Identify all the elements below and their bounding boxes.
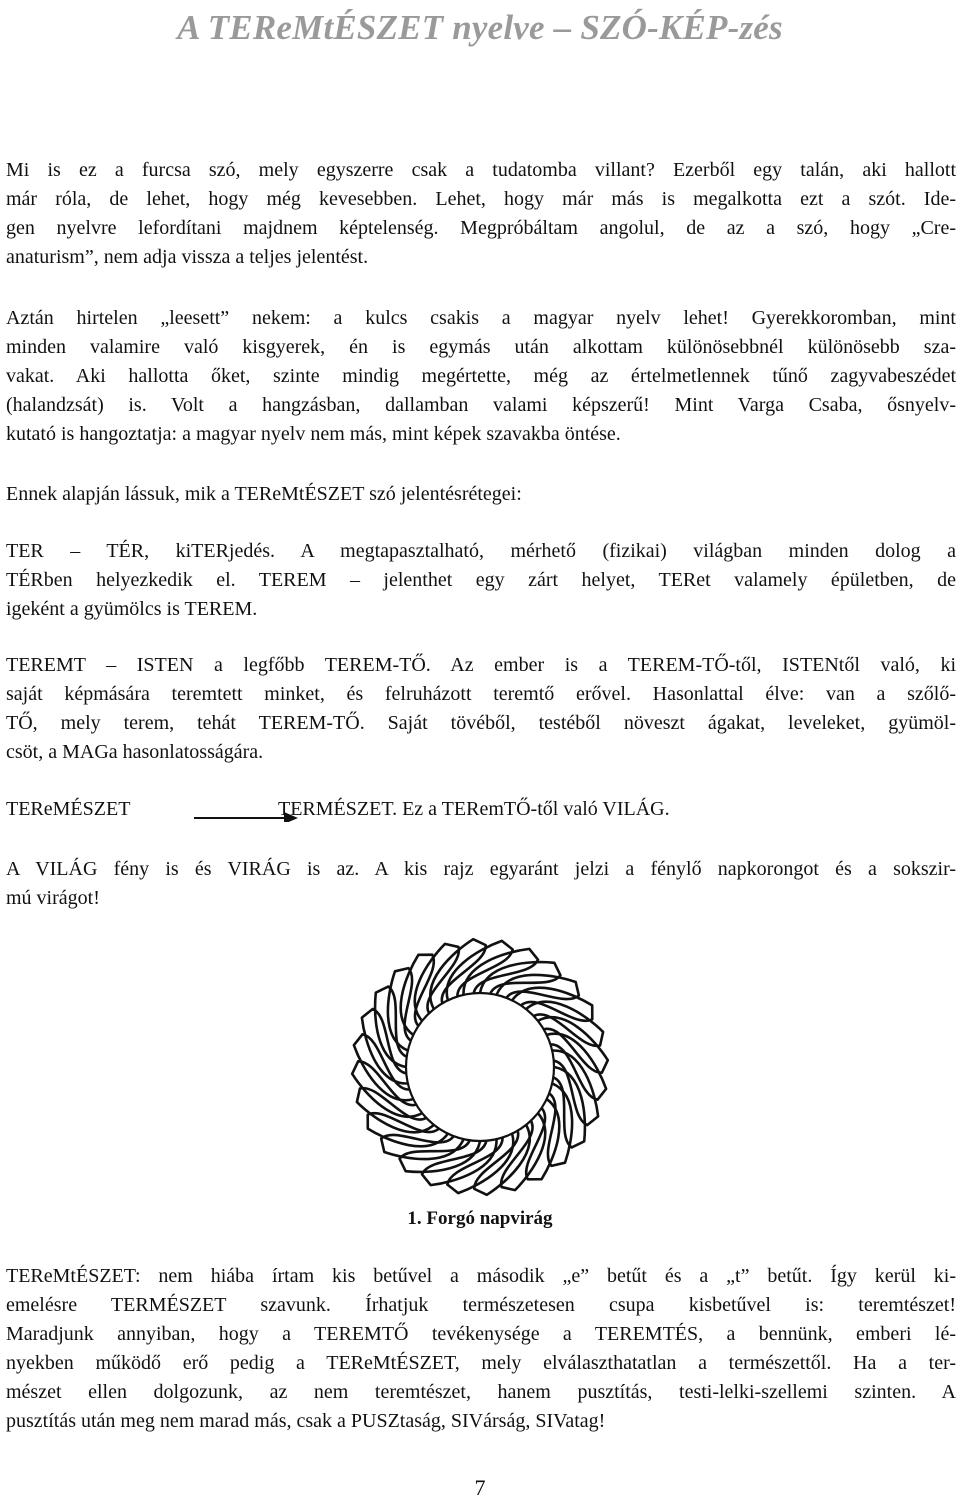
text-line: pusztítás után meg nem marad más, csak a PUSZtaság, SIVárság, SIVatag! [6, 1410, 606, 1432]
text-line: (halandzsát) is. Volt a hangzásban, dallamban valami képszerű! Mint Varga Csaba, ősnyelv- [6, 394, 956, 416]
text-line: Maradjunk annyiban, hogy a TEREMTŐ tevékenysége a TEREMTÉS, a bennünk, emberi lé- [6, 1323, 956, 1345]
text-line: vakat. Aki hallotta őket, szinte mindig megértette, még az értelmetlennek tűnő zagyvabeszédet [6, 365, 956, 387]
text-line: TER – TÉR, kiTERjedés. A megtapasztalható, mérhető (fizikai) világban minden dolog a [6, 540, 956, 562]
text-line: nyekben működő erő pedig a TEReMtÉSZET, mely elválaszthatatlan a természettől. Ha a ter- [6, 1352, 956, 1374]
arrow-line-left: TEReMÉSZET [6, 798, 131, 820]
paragraph-4 [6, 537, 956, 624]
text-line: emelésre TERMÉSZET szavunk. Írhatjuk természetesen csupa kisbetűvel is: teremtészet! [6, 1294, 956, 1316]
arrow-line-right: TERMÉSZET. Ez a TERemTŐ-től való VILÁG. [278, 798, 670, 820]
arrow-line [6, 798, 956, 828]
text-line: TŐ, mely terem, tehát TEREM-TŐ. Saját tövéből, testéből növeszt ágakat, leveleket, gyümöl- [6, 712, 956, 734]
text-line: kutató is hangoztatja: a magyar nyelv nem más, mint képek szavakba öntése. [6, 423, 621, 445]
paragraph-6 [6, 855, 956, 913]
text-line: saját képmására teremtett minket, és felruházott teremtő erővel. Hasonlattal élve: van a szőlő- [6, 683, 956, 705]
paragraph-2 [6, 304, 956, 449]
paragraph-1 [6, 156, 956, 272]
text-line: TEReMtÉSZET: nem hiába írtam kis betűvel a második „e” betűt és a „t” betűt. Így kerül ki- [6, 1265, 956, 1287]
paragraph-5 [6, 651, 956, 767]
text-line: gen nyelvre lefordítani majdnem képtelenség. Megpróbáltam angolul, de az a szó, hogy „Cre- [6, 217, 956, 239]
text-line: csöt, a MAGa hasonlatosságára. [6, 741, 264, 763]
paragraph-3 [6, 480, 956, 509]
figure-caption: 1. Forgó napvirág [407, 1208, 553, 1229]
paragraph-7 [6, 1262, 956, 1436]
text-line: Aztán hirtelen „leesett” nekem: a kulcs csakis a magyar nyelv lehet! Gyerekkoromban, mint [6, 307, 956, 329]
text-line: igeként a gyümölcs is TEREM. [6, 598, 258, 620]
text-line: TEREMT – ISTEN a legfőbb TEREM-TŐ. Az ember is a TEREM-TŐ-től, ISTENtől való, ki [6, 654, 956, 676]
page-title: A TEReMtÉSZET nyelve – SZÓ-KÉP-zés [177, 8, 783, 47]
text-line: mészet ellen dolgozunk, az nem teremtészet, hanem pusztítás, testi-lelki-szellemi szinten. A [6, 1381, 956, 1403]
text-line: minden valamire való kisgyerek, én is egymás után alkottam különösebbnél különösebb sza- [6, 336, 956, 358]
spinning-sun-flower-icon [333, 935, 627, 1199]
text-line: mú virágot! [6, 887, 100, 909]
text-line: anaturism”, nem adja vissza a teljes jelentést. [6, 246, 369, 268]
page-number: 7 [474, 1475, 486, 1500]
text-line: Ennek alapján lássuk, mik a TEReMtÉSZET szó jelentésrétegei: [6, 483, 522, 505]
flower-disc [406, 993, 554, 1141]
text-line: Mi is ez a furcsa szó, mely egyszerre csak a tudatomba villant? Ezerből egy talán, aki hallott [6, 159, 956, 181]
text-line: már róla, de lehet, hogy még kevesebben. Lehet, hogy már más is megalkotta ezt a szót. Ide- [6, 188, 956, 210]
text-line: TÉRben helyezkedik el. TEREM – jelenthet egy zárt helyet, TERet valamely épületben, de [6, 569, 956, 591]
text-line: A VILÁG fény is és VIRÁG is az. A kis rajz egyaránt jelzi a fénylő napkorongot és a sokszir- [6, 858, 956, 880]
